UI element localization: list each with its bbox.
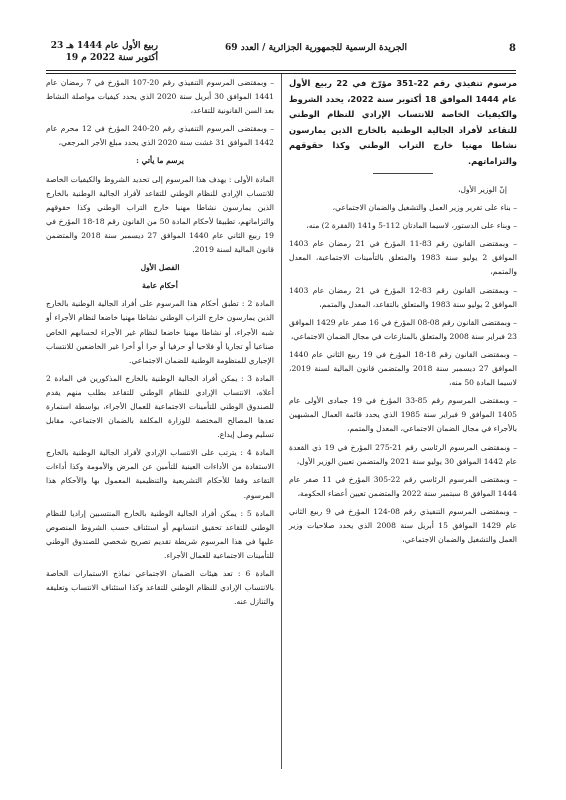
- left-column: [46, 76, 274, 613]
- page-number: 8: [509, 43, 516, 54]
- visa-paragraph: – وبمقتضى المرسوم التنفيذي رقم 20-240 المؤرخ في 12 محرم عام 1442 الموافق 31 غشت سنة 2020 الذي يحدد مبلغ الأجر المرجعي،: [46, 124, 274, 148]
- visa-paragraph: – وبمقتضى القانون رقم 08-08 المؤرخ في 16 صفر عام 1429 الموافق 23 فبراير سنة 2008 والمتعلق بالمنازعات في مجال الضمان الاجتماعي،: [289, 317, 517, 341]
- right-column: [289, 76, 517, 551]
- article-2: المادة 2 : تطبق أحكام هذا المرسوم على أفراد الجالية الوطنية بالخارج الذين يمارسون خارج التراب الوطني نشاطا مهنيا خاضعا لنظام الأجراء أو شبه الأجراء، أو نشاطا مهنيا خاضعا لنظام غير الأجراء لحسابهم الخاص صناعيا أو تجاريا أو فلاحيا أو حرفيا أو حرا أو أخرا غير الخاضعين للانتساب الإجباري للمنظومة الوطنية للضمان الاجتماعي.: [46, 299, 275, 365]
- page-header: [46, 40, 516, 70]
- article-6: المادة 6 : تعد هيئات الضمان الاجتماعي نماذج الاستمارات الخاصة بالانتساب الإرادي للنظام الوطني للتقاعد وكذا استئناف الانتساب وتعليقه والتنازل عنه.: [46, 569, 274, 607]
- hijri-date: 23 ربيع الأول عام 1444 هـ: [50, 41, 158, 51]
- column-divider: [281, 74, 282, 769]
- visa-paragraph: – وبمقتضى المرسوم التنفيذي رقم 08-124 المؤرخ في 9 ربيع الثاني عام 1429 الموافق 15 أبريل سنة 2008 الذي يحدد صلاحيات وزير العمل والتشغيل والضمان الاجتماعي،: [289, 506, 518, 545]
- header-rule: [46, 70, 516, 71]
- gregorian-date: 19 أكتوبر سنة 2022 م: [65, 53, 158, 63]
- visa-paragraph: – وبناء على الدستور، لاسيما المادتان 112-5 و141 (الفقرة 2) منه،: [306, 221, 517, 231]
- intro-line: إنّ الوزير الأول،: [458, 185, 507, 194]
- visa-paragraph: – وبمقتضى القانون رقم 83-11 المؤرخ في 21 رمضان عام 1403 الموافق 2 يوليو سنة 1983 والمتعلق بالتأمينات الاجتماعية، المعدل والمتمم،: [289, 239, 518, 277]
- chapter-title: أحكام عامة: [142, 281, 178, 291]
- decree-formula: يرسم ما يأتي :: [136, 156, 184, 166]
- decree-title: مرسوم تنفيذي رقم 22-351 مؤرّخ في 22 ربيع الأول عام 1444 الموافق 18 أكتوبر سنة 2022، يحدد الشروط والكيفيات الخاصة للانتساب الإرادي للنظام الوطني للتقاعد لأفراد الجالية الوطنية بالخارج الذين يمارسون نشاطا مهنيا خارج التراب الوطني وكذا حقوقهم والتزاماتهم.: [289, 78, 517, 166]
- visa-paragraph: – وبمقتضى المرسوم رقم 85-33 المؤرخ في 19 جمادى الأولى عام 1405 الموافق 9 فبراير سنة 1985 الذي يحدد قائمة العمال المشبهين بالأجراء في مجال الضمان الاجتماعي، المعدل والمتمم،: [289, 396, 517, 434]
- visa-paragraph: – وبمقتضى القانون رقم 83-12 المؤرخ في 21 رمضان عام 1403 الموافق 2 يوليو سنة 1983 والمتعلق بالتقاعد، المعدل والمتمم،: [289, 285, 518, 309]
- chapter-number: الفصل الأول: [140, 263, 180, 273]
- visa-paragraph: – وبمقتضى القانون رقم 18-18 المؤرخ في 19 ربيع الثاني عام 1440 الموافق 27 ديسمبر سنة 2018 والمتضمن قانون المالية لسنة 2019، لاسيما المادة 50 منه،: [289, 349, 517, 388]
- journal-title: الجريدة الرسمية للجمهورية الجزائرية / العدد 69: [225, 43, 407, 53]
- article-3: المادة 3 : يمكن أفراد الجالية الوطنية بالخارج المذكورين في المادة 2 أعلاه، الانتساب الإرادي للنظام الوطني للتقاعد بطلب منهم يقدم للصندوق الوطني للتأمينات الاجتماعية للعمال الأجراء، بواسطة استمارة تعدها المصالح المختصة للوزارة المكلفة بالضمان الاجتماعي، مقابل تسليم وصل إيداع.: [46, 373, 274, 440]
- article-5: المادة 5 : يمكن أفراد الجالية الوطنية بالخارج المنتسبين إراديا للنظام الوطني للتقاعد تحقيق انتسابهم أو استئناف حسب الشروط المنصوص عليها في هذا المرسوم شريطة تقديم تصريح شخصي للصندوق الوطني للتأمينات الاجتماعية للعمال الأجراء.: [46, 508, 274, 560]
- article-4: المادة 4 : يترتب على الانتساب الإرادي لأفراد الجالية الوطنية بالخارج الاستفادة من الأداءات العينية للتأمين عن المرض والأمومة وكذا أداءات التقاعد وفقا للأحكام التشريعية والتنظيمية المعمول بها والأحكام هذا المرسوم.: [46, 448, 274, 500]
- title-separator: [373, 173, 433, 175]
- article-1: المادة الأولى : يهدف هذا المرسوم إلى تحديد الشروط والكيفيات الخاصة للانتساب الإرادي للنظام الوطني للتقاعد لأفراد الجالية الوطنية بالخارج الذين يمارسون نشاطا مهنيا خارج التراب الوطني وكذا حقوقهم والتزاماتهم، تطبيقا لأحكام المادة 50 من القانون رقم 18-18 المؤرخ في 19 ربيع الثاني عام 1440 الموافق 27 ديسمبر سنة 2018 والمتضمن قانون المالية لسنة 2019.: [46, 174, 275, 255]
- visa-paragraph: – وبمقتضى المرسوم الرئاسي رقم 22-305 المؤرخ في 11 صفر عام 1444 الموافق 8 سبتمبر سنة 2022 والمتضمن تعيين أعضاء الحكومة،: [289, 474, 517, 498]
- visa-paragraph: – وبمقتضى المرسوم الرئاسي رقم 21-275 المؤرخ في 19 ذي القعدة عام 1442 الموافق 30 يوليو سنة 2021 والمتضمن تعيين الوزير الأول،: [289, 442, 518, 466]
- visa-paragraph: – وبمقتضى المرسوم التنفيذي رقم 20-107 المؤرخ في 7 رمضان عام 1441 الموافق 30 أبريل سنة 2020 الذي يحدد كيفيات مواصلة النشاط بعد السن القانونية للتقاعد،: [46, 78, 275, 116]
- issue-date: [46, 40, 158, 64]
- visa-paragraph: – بناء على تقرير وزير العمل والتشغيل والضمان الاجتماعي،: [332, 203, 517, 213]
